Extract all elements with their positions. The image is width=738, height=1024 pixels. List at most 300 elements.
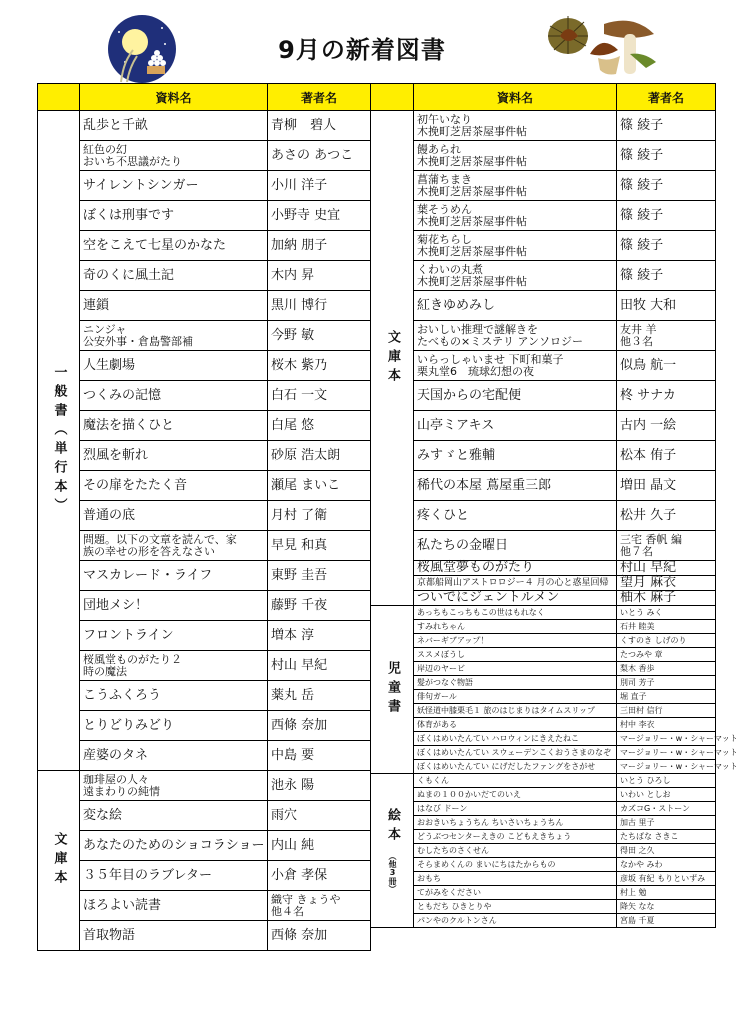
title-cell bbox=[414, 171, 617, 201]
book-title: ススメぼうし bbox=[417, 649, 465, 659]
title-cell bbox=[414, 501, 617, 531]
book-author: 篠 綾子 bbox=[620, 177, 664, 193]
author-cell bbox=[268, 861, 371, 891]
table-row bbox=[38, 741, 371, 771]
author-cell bbox=[617, 411, 716, 441]
author-cell bbox=[268, 261, 371, 291]
author-cell bbox=[617, 606, 716, 620]
book-author: 柊 サナカ bbox=[620, 387, 676, 403]
book-author: 加古 里子 bbox=[620, 817, 655, 827]
book-author: 宮島 千夏 bbox=[620, 915, 655, 925]
author-cell bbox=[268, 141, 371, 171]
author-cell bbox=[617, 648, 716, 662]
book-author: 小川 洋子 bbox=[271, 177, 328, 193]
book-title: おいしい推理で謎解きを たべもの×ミステリ アンソロジー bbox=[417, 322, 584, 348]
author-cell bbox=[617, 291, 716, 321]
table-row bbox=[371, 261, 716, 291]
title-cell bbox=[414, 788, 617, 802]
book-title: あなたのためのショコラショー bbox=[83, 837, 265, 853]
book-author: 早見 和真 bbox=[271, 537, 328, 553]
table-row bbox=[38, 531, 371, 561]
author-cell bbox=[268, 411, 371, 441]
author-cell bbox=[617, 676, 716, 690]
title-cell bbox=[80, 501, 268, 531]
book-author: 望月 麻衣 bbox=[620, 575, 677, 590]
table-row bbox=[371, 411, 716, 441]
title-cell bbox=[414, 231, 617, 261]
book-title: 初午いなり 木挽町芝居茶屋事件帖 bbox=[417, 112, 527, 138]
author-cell bbox=[617, 914, 716, 928]
table-row bbox=[371, 321, 716, 351]
author-cell bbox=[617, 531, 716, 561]
author-cell bbox=[268, 681, 371, 711]
table-row bbox=[38, 711, 371, 741]
book-title: くわいの丸煮 木挽町芝居茶屋事件帖 bbox=[417, 262, 527, 288]
book-title: みすゞと雅輔 bbox=[417, 447, 496, 463]
table-row bbox=[38, 471, 371, 501]
author-cell bbox=[617, 620, 716, 634]
author-cell bbox=[268, 201, 371, 231]
title-cell bbox=[414, 872, 617, 886]
table-row bbox=[38, 411, 371, 441]
book-author: いとう ひろし bbox=[620, 775, 671, 785]
title-cell bbox=[414, 576, 617, 591]
table-row bbox=[38, 831, 371, 861]
table-row bbox=[371, 201, 716, 231]
title-cell bbox=[80, 591, 268, 621]
title-cell bbox=[80, 441, 268, 471]
title-cell bbox=[80, 921, 268, 951]
author-cell bbox=[617, 634, 716, 648]
header-author-right: 著者名 bbox=[617, 84, 716, 111]
book-title: ぼくは刑事です bbox=[83, 207, 175, 223]
book-title: 菊花ちらし 木挽町芝居茶屋事件帖 bbox=[417, 232, 527, 258]
book-author: 篠 綾子 bbox=[620, 267, 664, 283]
book-title: パンやのクルトンさん bbox=[417, 915, 497, 925]
author-cell bbox=[268, 591, 371, 621]
title-cell bbox=[414, 261, 617, 291]
title-cell bbox=[414, 291, 617, 321]
book-author: 青柳 碧人 bbox=[271, 117, 337, 133]
book-author: 田牧 大和 bbox=[620, 297, 677, 313]
left-book-table bbox=[37, 83, 371, 951]
book-author: いとう みく bbox=[620, 607, 663, 617]
book-title: ついでにジェントルメン bbox=[417, 590, 560, 605]
book-title: てがみをください bbox=[417, 887, 481, 897]
section-label-children bbox=[371, 606, 414, 774]
book-author: 砂原 浩太朗 bbox=[271, 447, 341, 463]
book-author: 柚木 麻子 bbox=[620, 590, 677, 605]
author-cell bbox=[617, 141, 716, 171]
table-row bbox=[371, 760, 716, 774]
author-cell bbox=[617, 760, 738, 774]
title-cell bbox=[414, 411, 617, 441]
book-title: おおきいちょうちん ちいさいちょうちん bbox=[417, 817, 564, 827]
book-title: 空をこえて七星のかなた bbox=[83, 237, 227, 253]
title-cell bbox=[80, 741, 268, 771]
book-title: 産婆のタネ bbox=[83, 747, 149, 763]
table-row bbox=[38, 321, 371, 351]
table-row bbox=[371, 900, 716, 914]
author-cell bbox=[617, 261, 716, 291]
author-cell bbox=[268, 831, 371, 861]
table-row bbox=[371, 858, 716, 872]
title-cell bbox=[80, 261, 268, 291]
book-title: くもくん bbox=[417, 775, 449, 785]
table-row bbox=[38, 891, 371, 921]
author-cell bbox=[617, 872, 716, 886]
title-cell bbox=[414, 561, 617, 576]
book-title: 山亭ミアキス bbox=[417, 417, 495, 433]
book-author: 白尾 悠 bbox=[271, 417, 315, 433]
book-title: 烈風を斬れ bbox=[83, 447, 149, 463]
title-cell bbox=[414, 914, 617, 928]
book-author: 増田 晶文 bbox=[620, 477, 677, 493]
author-cell bbox=[617, 171, 716, 201]
book-author: 瀬尾 まいこ bbox=[271, 477, 341, 493]
author-cell bbox=[617, 788, 716, 802]
book-author: たちばな さきこ bbox=[620, 831, 679, 841]
book-title: こうふくろう bbox=[83, 687, 162, 703]
title-cell bbox=[414, 774, 617, 788]
author-cell bbox=[268, 561, 371, 591]
book-author: 内山 純 bbox=[271, 837, 315, 853]
title-cell bbox=[414, 111, 617, 141]
book-author: 桜木 紫乃 bbox=[271, 357, 328, 373]
book-title: ぼくはめいたんてい にげだしたファングをさがせ bbox=[417, 761, 596, 771]
title-cell bbox=[414, 620, 617, 634]
table-row bbox=[371, 111, 716, 141]
section-label-text: 一般書（単行本） bbox=[51, 364, 67, 517]
title-cell bbox=[80, 171, 268, 201]
author-cell bbox=[268, 711, 371, 741]
table-row bbox=[371, 732, 716, 746]
book-title: ネバーギブアップ！ bbox=[417, 635, 489, 645]
table-row bbox=[371, 718, 716, 732]
book-author: 松本 侑子 bbox=[620, 447, 677, 463]
table-row bbox=[371, 231, 716, 261]
book-title: むしたちのさくせん bbox=[417, 845, 489, 855]
section-note: （他3冊） bbox=[388, 852, 397, 893]
book-author: 石井 睦美 bbox=[620, 621, 655, 631]
table-row bbox=[38, 141, 371, 171]
author-cell bbox=[617, 816, 716, 830]
table-row bbox=[38, 651, 371, 681]
book-author: 村上 勉 bbox=[620, 887, 647, 897]
title-cell bbox=[414, 648, 617, 662]
book-author: 似鳥 航一 bbox=[620, 357, 677, 373]
author-cell bbox=[268, 801, 371, 831]
book-title: 私たちの金曜日 bbox=[417, 537, 509, 553]
title-cell bbox=[80, 711, 268, 741]
author-cell bbox=[268, 351, 371, 381]
table-row bbox=[38, 111, 371, 141]
book-author: 三田村 信行 bbox=[620, 705, 663, 715]
book-title: 普通の底 bbox=[83, 507, 136, 523]
book-title: ニンジャ 公安外事・倉島警部補 bbox=[83, 322, 193, 348]
table-row bbox=[371, 576, 716, 591]
book-title: 京都船岡山アストロロジー４ 月の心と惑星回帰 bbox=[417, 577, 609, 588]
section-label-text: 児童書 bbox=[385, 661, 400, 718]
book-title: 首取物語 bbox=[83, 927, 136, 943]
table-row bbox=[38, 261, 371, 291]
book-title: ほろよい読書 bbox=[83, 897, 162, 913]
book-title: 紅きゆめみし bbox=[417, 297, 496, 313]
title-cell bbox=[80, 531, 268, 561]
table-row bbox=[38, 201, 371, 231]
title-cell bbox=[80, 861, 268, 891]
author-cell bbox=[617, 718, 716, 732]
author-cell bbox=[268, 441, 371, 471]
book-title: 人生劇場 bbox=[83, 357, 136, 373]
author-cell bbox=[617, 471, 716, 501]
book-author: なかや みわ bbox=[620, 859, 663, 869]
title-cell bbox=[414, 634, 617, 648]
book-title: とりどりみどり bbox=[83, 717, 175, 733]
author-cell bbox=[617, 561, 716, 576]
table-row bbox=[38, 231, 371, 261]
book-title: 問題。以下の文章を読んで、家 族の幸せの形を答えなさい bbox=[83, 532, 237, 558]
page-title: 9月の新着図書 bbox=[278, 36, 446, 64]
title-cell bbox=[414, 141, 617, 171]
author-cell bbox=[617, 830, 716, 844]
author-cell bbox=[268, 471, 371, 501]
table-row bbox=[38, 381, 371, 411]
book-title: どうぶつセンターえきの こどもえきちょう bbox=[417, 831, 572, 841]
book-title: ともだち ひきとりや bbox=[417, 901, 492, 911]
author-cell bbox=[268, 171, 371, 201]
book-title: ぼくはめいたんてい スウェーデンこくおうさまのなぞ bbox=[417, 747, 612, 757]
table-row bbox=[38, 861, 371, 891]
book-title: つくみの記憶 bbox=[83, 387, 162, 403]
table-row bbox=[38, 771, 371, 801]
author-cell bbox=[617, 381, 716, 411]
author-cell bbox=[617, 662, 716, 676]
book-title: 桜風堂ものがたり２ 時の魔法 bbox=[83, 652, 182, 678]
title-cell bbox=[414, 886, 617, 900]
title-cell bbox=[80, 891, 268, 921]
book-title: 連鎖 bbox=[83, 297, 110, 313]
title-cell bbox=[80, 141, 268, 171]
title-cell bbox=[414, 760, 617, 774]
title-cell bbox=[80, 321, 268, 351]
table-row bbox=[371, 816, 716, 830]
author-cell bbox=[617, 441, 716, 471]
author-cell bbox=[617, 201, 716, 231]
table-row bbox=[38, 561, 371, 591]
table-row bbox=[38, 351, 371, 381]
book-title: 体育がある bbox=[417, 719, 457, 729]
book-title: 天国からの宅配便 bbox=[417, 387, 522, 403]
title-cell bbox=[80, 801, 268, 831]
table-row bbox=[38, 171, 371, 201]
book-author: 西條 奈加 bbox=[271, 927, 328, 943]
table-row bbox=[371, 501, 716, 531]
book-author: 梨木 香歩 bbox=[620, 663, 655, 673]
book-title: すみれちゃん bbox=[417, 621, 465, 631]
book-author: マージョリー・w・シャーマット bbox=[620, 733, 738, 743]
book-author: 白石 一文 bbox=[271, 387, 328, 403]
book-author: 篠 綾子 bbox=[620, 207, 664, 223]
section-label-picture bbox=[371, 774, 414, 928]
title-cell bbox=[80, 771, 268, 801]
title-cell bbox=[414, 662, 617, 676]
table-row bbox=[371, 531, 716, 561]
title-cell bbox=[80, 201, 268, 231]
book-author: カズコG・ストーン bbox=[620, 803, 691, 813]
table-row bbox=[371, 620, 716, 634]
book-author: 古内 一絵 bbox=[620, 417, 677, 433]
book-author: 篠 綾子 bbox=[620, 147, 664, 163]
book-title: 饅あられ 木挽町芝居茶屋事件帖 bbox=[417, 142, 527, 168]
book-title: 紅色の幻 おいち不思議がたり bbox=[83, 142, 182, 168]
book-author: 堀 直子 bbox=[620, 691, 647, 701]
book-author: 小野寺 史宜 bbox=[271, 207, 341, 223]
section-label-bunko_left bbox=[38, 771, 80, 951]
author-cell bbox=[268, 531, 371, 561]
table-row bbox=[38, 291, 371, 321]
author-cell bbox=[617, 111, 716, 141]
author-cell bbox=[617, 591, 716, 606]
book-title: ぼくはめいたんてい ハロウィンにきえたねこ bbox=[417, 733, 580, 743]
table-row bbox=[371, 690, 716, 704]
table-row bbox=[38, 681, 371, 711]
table-row bbox=[371, 141, 716, 171]
book-title: 髪がつなぐ物語 bbox=[417, 677, 473, 687]
title-cell bbox=[80, 471, 268, 501]
book-title: おもち bbox=[417, 873, 441, 883]
book-author: マージョリー・w・シャーマット bbox=[620, 747, 738, 757]
title-cell bbox=[80, 651, 268, 681]
book-title: 疼くひと bbox=[417, 507, 470, 523]
table-row bbox=[371, 471, 716, 501]
author-cell bbox=[617, 774, 716, 788]
title-cell bbox=[80, 231, 268, 261]
table-row bbox=[371, 788, 716, 802]
book-author: 松井 久子 bbox=[620, 507, 677, 523]
title-cell bbox=[80, 351, 268, 381]
author-cell bbox=[268, 621, 371, 651]
book-title: 岸辺のヤービ bbox=[417, 663, 465, 673]
book-author: 降矢 なな bbox=[620, 901, 655, 911]
header-title-right: 資料名 bbox=[414, 84, 617, 111]
author-cell bbox=[268, 291, 371, 321]
table-row bbox=[371, 591, 716, 606]
table-row bbox=[371, 914, 716, 928]
book-title: 葉そうめん 木挽町芝居茶屋事件帖 bbox=[417, 202, 527, 228]
book-title: 団地メシ！ bbox=[83, 597, 149, 613]
book-author: 村中 李衣 bbox=[620, 719, 655, 729]
book-author: 西條 奈加 bbox=[271, 717, 328, 733]
book-author: 篠 綾子 bbox=[620, 117, 664, 133]
section-label-text: 文庫本 bbox=[385, 329, 400, 387]
right-book-table bbox=[370, 83, 738, 928]
table-row bbox=[371, 676, 716, 690]
title-cell bbox=[414, 830, 617, 844]
title-cell bbox=[414, 351, 617, 381]
table-row bbox=[38, 591, 371, 621]
book-author: 藤野 千夜 bbox=[271, 597, 328, 613]
title-cell bbox=[80, 831, 268, 861]
author-cell bbox=[617, 844, 716, 858]
book-title: 変な絵 bbox=[83, 807, 123, 823]
author-cell bbox=[617, 900, 716, 914]
author-cell bbox=[268, 321, 371, 351]
author-cell bbox=[617, 231, 716, 261]
title-cell bbox=[414, 201, 617, 231]
title-cell bbox=[414, 321, 617, 351]
book-title: 稀代の本屋 蔦屋重三郎 bbox=[417, 477, 552, 493]
table-row bbox=[38, 441, 371, 471]
author-cell bbox=[268, 891, 371, 921]
book-title: いらっしゃいませ 下町和菓子 栗丸堂6 琉球幻想の夜 bbox=[417, 352, 564, 378]
table-row bbox=[38, 501, 371, 531]
book-author: マージョリー・w・シャーマット bbox=[620, 761, 738, 771]
author-cell bbox=[617, 321, 716, 351]
table-row bbox=[38, 921, 371, 951]
book-author: 彦坂 有紀 もりといずみ bbox=[620, 873, 706, 883]
book-author: 池永 陽 bbox=[271, 777, 315, 793]
book-title: 魔法を描くひと bbox=[83, 417, 175, 433]
title-cell bbox=[414, 704, 617, 718]
author-cell bbox=[268, 921, 371, 951]
table-row bbox=[371, 886, 716, 900]
book-title: はなび ドーン bbox=[417, 803, 468, 813]
book-author: 友井 羊 他３名 bbox=[620, 322, 657, 348]
author-cell bbox=[268, 651, 371, 681]
title-cell bbox=[414, 746, 617, 760]
book-title: 妖怪道中膝栗毛１ 旅のはじまりはタイムスリップ bbox=[417, 705, 596, 715]
book-author: 中島 要 bbox=[271, 747, 315, 763]
table-row bbox=[371, 746, 716, 760]
book-author: 篠 綾子 bbox=[620, 237, 664, 253]
table-row bbox=[371, 171, 716, 201]
author-cell bbox=[617, 802, 716, 816]
book-title: その扉をたたく音 bbox=[83, 477, 188, 493]
author-cell bbox=[268, 771, 371, 801]
book-author: 三宅 香帆 編 他７名 bbox=[620, 532, 682, 558]
book-author: 今野 敏 bbox=[271, 327, 315, 343]
table-row bbox=[371, 441, 716, 471]
book-author: たつみや 章 bbox=[620, 649, 663, 659]
book-title: 珈琲屋の人々 遠まわりの純情 bbox=[83, 772, 160, 798]
book-title: 俳句ガール bbox=[417, 691, 457, 701]
title-cell bbox=[80, 561, 268, 591]
author-cell bbox=[268, 231, 371, 261]
book-author: 別司 芳子 bbox=[620, 677, 655, 687]
book-author: 織守 きょうや 他４名 bbox=[271, 892, 341, 918]
table-row bbox=[371, 648, 716, 662]
book-title: サイレントシンガー bbox=[83, 177, 199, 193]
title-cell bbox=[414, 381, 617, 411]
book-title: 桜風堂夢ものがたり bbox=[417, 560, 535, 575]
book-author: くすのき しげのり bbox=[620, 635, 687, 645]
table-row bbox=[371, 381, 716, 411]
book-author: 東野 圭吾 bbox=[271, 567, 328, 583]
book-title: そらまめくんの まいにちはたからもの bbox=[417, 859, 556, 869]
book-author: 雨穴 bbox=[271, 807, 298, 823]
book-author: 村山 早紀 bbox=[620, 560, 677, 575]
title-cell bbox=[414, 718, 617, 732]
book-author: 得田 之久 bbox=[620, 845, 655, 855]
book-title: 奇のくに風土記 bbox=[83, 267, 175, 283]
table-row bbox=[371, 704, 716, 718]
author-cell bbox=[617, 351, 716, 381]
table-row bbox=[38, 621, 371, 651]
table-row bbox=[371, 561, 716, 576]
book-author: 村山 早紀 bbox=[271, 657, 328, 673]
book-author: 増本 淳 bbox=[271, 627, 315, 643]
